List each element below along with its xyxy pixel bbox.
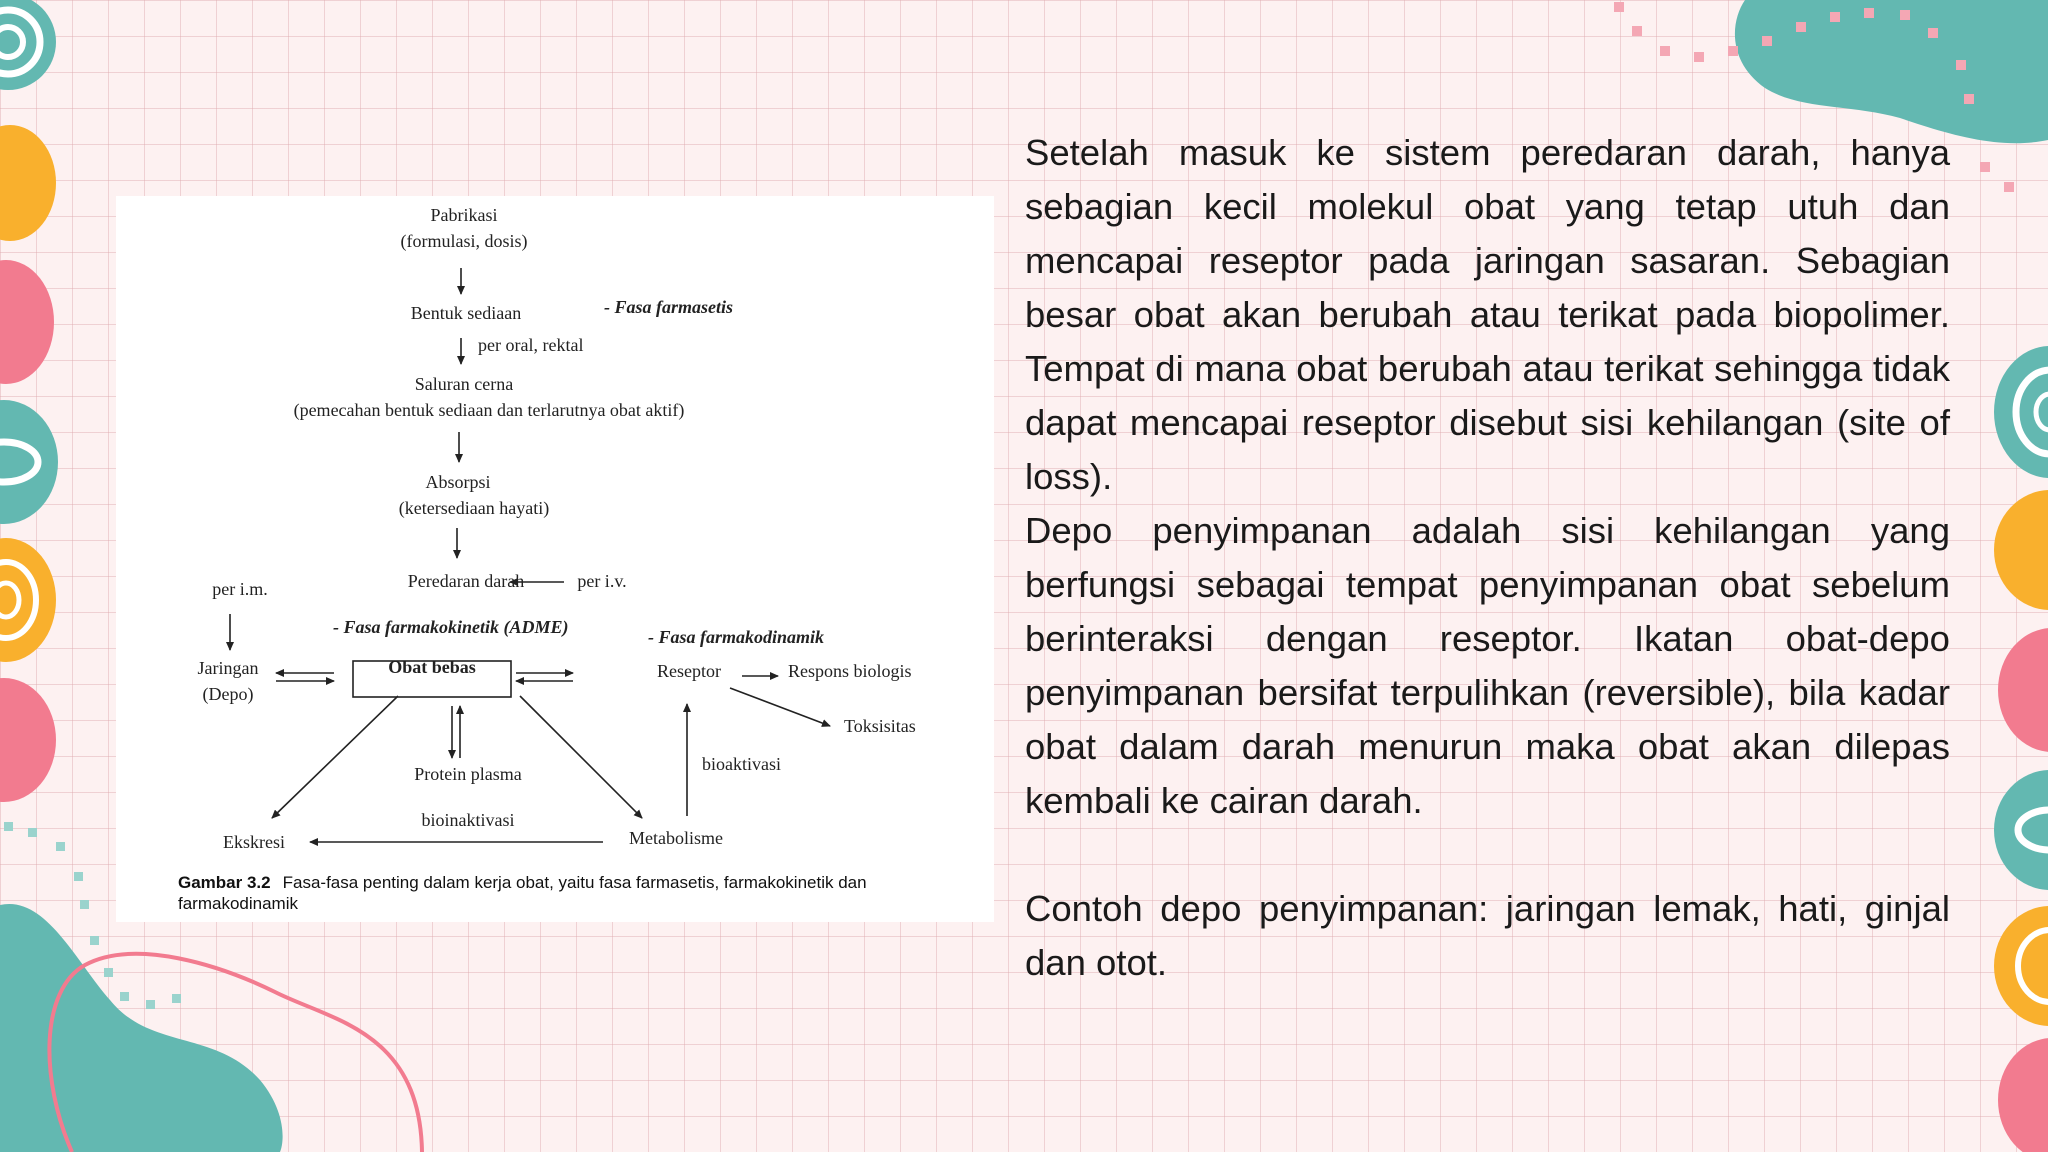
left-orange-swirl bbox=[0, 538, 56, 662]
label-bioaktivasi: bioaktivasi bbox=[702, 754, 781, 774]
node-saluran-cerna: Saluran cerna bbox=[414, 374, 514, 394]
node-pabrikasi: Pabrikasi bbox=[430, 205, 498, 225]
right-pink-blob-2 bbox=[1998, 1038, 2048, 1152]
bottom-left-teal-blob bbox=[0, 904, 283, 1152]
node-saluran-sub: (pemecahan bentuk sediaan dan terlarutnya obat aktif) bbox=[293, 400, 685, 420]
node-obat-bebas: Obat bebas bbox=[388, 657, 476, 677]
caption-text: Fasa-fasa penting dalam kerja obat, yaitu fasa farmasetis, farmakokinetik dan farmakodinamik bbox=[178, 873, 867, 913]
left-pink-blob bbox=[0, 260, 54, 384]
node-toksisitas: Toksisitas bbox=[844, 716, 916, 736]
left-orange-blob bbox=[0, 125, 56, 241]
diagram-figure bbox=[116, 196, 994, 922]
node-peredaran-darah: Peredaran darah bbox=[407, 571, 525, 591]
paragraph-contoh: Contoh depo penyimpanan: jaringan lemak, hati, ginjal dan otot. bbox=[1025, 888, 1950, 983]
node-metabolisme: Metabolisme bbox=[629, 828, 723, 848]
right-teal-swirl bbox=[1994, 346, 2048, 478]
right-orange-blob bbox=[1994, 490, 2048, 610]
node-protein-plasma: Protein plasma bbox=[414, 764, 522, 784]
label-fasa-farmasetis: - Fasa farmasetis bbox=[604, 297, 734, 317]
left-teal-swirl-2 bbox=[0, 400, 58, 524]
figure-caption bbox=[178, 872, 978, 914]
node-absorpsi-sub: (ketersediaan hayati) bbox=[398, 498, 550, 518]
pharmacology-phase-diagram bbox=[116, 196, 994, 922]
right-pink-blob bbox=[1998, 628, 2048, 752]
right-teal-swirl-2 bbox=[1994, 770, 2048, 890]
top-right-teal-blob bbox=[1735, 0, 2048, 143]
left-teal-swirl bbox=[0, 0, 56, 90]
caption-label: Gambar 3.2 bbox=[178, 873, 271, 892]
node-pabrikasi-sub: (formulasi, dosis) bbox=[400, 231, 528, 251]
label-fasa-farmakokinetik: - Fasa farmakokinetik (ADME) bbox=[333, 617, 569, 637]
node-depo: (Depo) bbox=[202, 684, 254, 704]
node-respons-biologis: Respons biologis bbox=[788, 661, 912, 681]
paragraph-site-of-loss: Setelah masuk ke sistem peredaran darah, hanya sebagian kecil molekul obat yang tetap utuh dan mencapai reseptor pada jaringan sasaran. Sebagian besar obat akan berubah atau terikat pada biopolimer. Tempat di mana obat berubah atau terikat sehingga tidak dapat mencapai reseptor disebut sisi kehilangan (site of loss). bbox=[1025, 132, 1950, 497]
main-text bbox=[1025, 126, 1950, 990]
label-fasa-farmakodinamik: - Fasa farmakodinamik bbox=[648, 627, 825, 647]
node-absorpsi: Absorpsi bbox=[425, 472, 491, 492]
label-bioinaktivasi: bioinaktivasi bbox=[421, 810, 515, 830]
label-per-oral: per oral, rektal bbox=[478, 335, 584, 355]
label-per-iv: per i.v. bbox=[577, 571, 627, 591]
node-ekskresi: Ekskresi bbox=[223, 832, 285, 852]
node-reseptor: Reseptor bbox=[657, 661, 721, 681]
node-bentuk-sediaan: Bentuk sediaan bbox=[410, 303, 522, 323]
paragraph-depo: Depo penyimpanan adalah sisi kehilangan yang berfungsi sebagai tempat penyimpanan obat sebelum berinteraksi dengan reseptor. Ikatan obat-depo penyimpanan bersifat terpulihkan (reversible), bila kadar obat dalam darah menurun maka obat akan dilepas kembali ke cairan darah. bbox=[1025, 510, 1950, 821]
node-jaringan: Jaringan bbox=[197, 658, 259, 678]
right-orange-swirl bbox=[1994, 906, 2048, 1026]
left-pink-blob-2 bbox=[0, 678, 56, 802]
label-per-im: per i.m. bbox=[212, 579, 268, 599]
